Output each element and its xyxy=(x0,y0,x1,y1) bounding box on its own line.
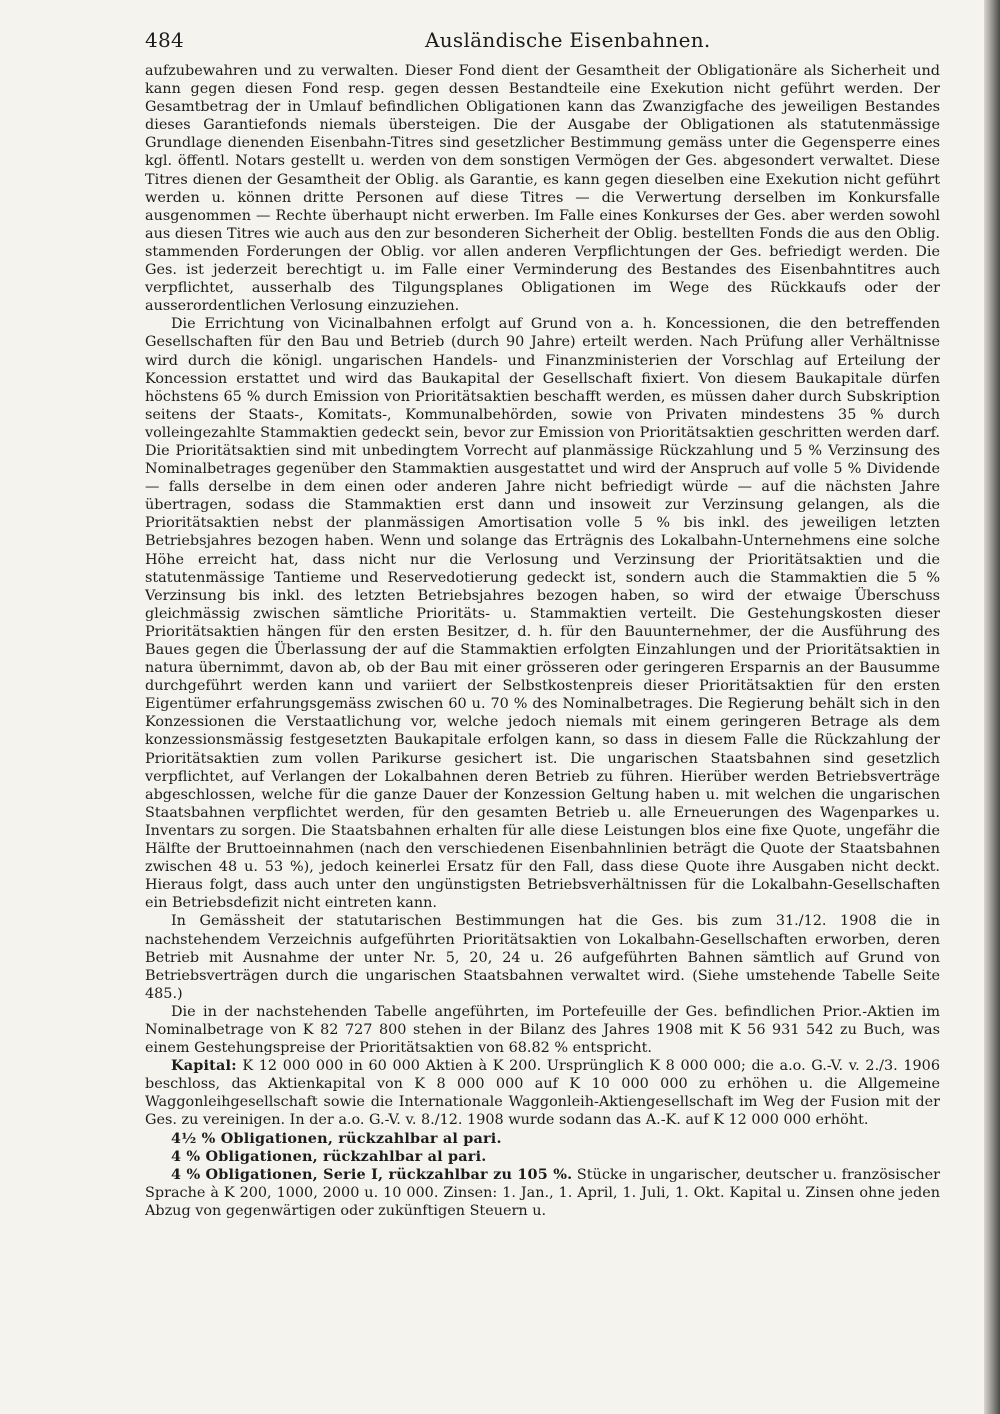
page-header xyxy=(145,20,935,60)
obligationen-label: 4½ % Obligationen, rückzahlbar al pari. xyxy=(171,1129,502,1147)
paragraph-portefeuille xyxy=(145,1003,940,1057)
paragraph-text: In Gemässheit der statutarischen Bestimmungen hat die Ges. bis zum 31./12. 1908 die in nachstehendem Verzeichnis aufgeführten Prioritätsaktien von Lokalbahn-Gesellschaften erworben, deren Betrieb mit Ausnahme der unter Nr. 5, 20, 24 u. 26 aufgeführten Bahnen sämtlich auf Grund von Betriebsverträgen durch die ungarischen Staatsbahnen verwaltet wird. (Siehe umstehende Tabelle Seite 485.) xyxy=(145,913,940,1002)
obligationen-serie-label: 4 % Obligationen, Serie I, rückzahlbar zu 105 %. xyxy=(171,1165,573,1183)
paragraph-text: Die in der nachstehenden Tabelle angeführten, im Portefeuille der Ges. befindlichen Prior.-Aktien im Nominalbetrage von K 82 727 800 stehen in der Bilanz des Jahres 1908 mit K 56 931 542 zu Buch, was einem Gestehungspreise der Prioritätsaktien von 68.82 % entspricht. xyxy=(145,1003,940,1057)
paragraph-text: aufzubewahren und zu verwalten. Dieser Fond dient der Gesamtheit der Obligationäre als Sicherheit und kann gegen diesen Fond resp. gegen dessen Bestandteile eine Exekution nicht geführt werden. Der Gesamtbetrag der in Umlauf befindlichen Obligationen kann das Zwanzigfache des jeweiligen Bestandes dieses Garantiefonds niemals übersteigen. Die der Ausgabe der Obligationen als statutenmässige Grundlage dienenden Eisenbahn-Titres sind gesetzlicher Bestimmung gemäss unter die Gegensperre eines kgl. öffentl. Notars gestellt u. werden von dem sonstigen Vermögen der Ges. abgesondert verwaltet. Diese Titres dienen der Gesamtheit der Oblig. als Garantie, es kann gegen dieselben eine Exekution nicht geführt werden u. können dritte Personen auf diese Titres — die Verwertung derselben im Konkursfalle ausgenommen — Rechte überhaupt nicht erwerben. Im Falle eines Konkurses der Ges. aber werden sowohl aus diesen Titres wie auch aus den zur besonderen Sicherheit der Oblig. bestellten Fonds die aus den Oblig. stammenden Forderungen der Oblig. vor allen anderen Verpflichtungen der Ges. befriedigt werden. Die Ges. ist jederzeit berechtigt u. im Falle einer Verminderung des Bestandes des Eisenbahntitres auch verpflichtet, ausserhalb des Tilgungsplanes Obligationen im Wege des Rückkaufs oder der ausserordentlichen Verlosung einzuziehen. xyxy=(145,63,940,315)
paragraph-kapital xyxy=(145,1057,940,1129)
page-number: 484 xyxy=(145,28,185,52)
kapital-label: Kapital: xyxy=(171,1057,237,1075)
paragraph-bestimmungen xyxy=(145,912,940,1002)
paragraph-obligationen-serie-1 xyxy=(145,1166,940,1220)
paragraph-garantiefonds xyxy=(145,62,940,315)
paragraph-vicinalbahnen xyxy=(145,315,940,912)
page-edge-shadow xyxy=(984,0,1000,1414)
obligationen-label: 4 % Obligationen, rückzahlbar al pari. xyxy=(171,1147,487,1165)
paragraph-text: Stücke in ungarischer, deutscher u. französischer Sprache à K 200, 1000, 2000 u. 10 000. Zinsen: 1. Jan., 1. April, 1. Juli, 1. Okt. Kapital u. Zinsen ohne jeden Abzug von gegenwärtigen oder zukünftigen Steuern u. xyxy=(145,1166,941,1219)
heading-obligationen-4-5 xyxy=(145,1130,940,1148)
heading-obligationen-4 xyxy=(145,1148,940,1166)
body-text xyxy=(145,62,940,1220)
paragraph-text: K 12 000 000 in 60 000 Aktien à K 200. Ursprünglich K 8 000 000; die a.o. G.-V. v. 2./3. 1906 beschloss, das Aktienkapital von K 8 000 000 auf K 10 000 000 zu erhöhen u. die Allgemeine Waggonleihgesellschaft sowie die Internationale Waggonleih-Aktiengesellschaft im Weg der Fusion mit der Ges. zu vereinigen. In der a.o. G.-V. v. 8./12. 1908 wurde sodann das A.-K. auf K 12 000 000 erhöht. xyxy=(145,1058,940,1129)
running-title: Ausländische Eisenbahnen. xyxy=(425,28,711,52)
paragraph-text: Die Errichtung von Vicinalbahnen erfolgt auf Grund von a. h. Koncessionen, die den betreffenden Gesellschaften für den Bau und Betrieb (durch 90 Jahre) erteilt werden. Nach Prüfung aller Verhältnisse wird durch die königl. ungarischen Handels- und Finanzministerien der Vorschlag auf Erteilung der Koncession erstattet und wird das Baukapital der Gesellschaft fixiert. Von diesem Baukapitale dürfen höchstens 65 % durch Emission von Prioritätsaktien beschafft werden, es müssen daher durch Subskription seitens der Staats-, Komitats-, Kommunalbehörden, sowie von Privaten mindestens 35 % durch volleingezahlte Stammaktien gedeckt sein, bevor zur Emission von Prioritätsaktien geschritten werden darf. Die Prioritätsaktien sind mit unbedingtem Vorrecht auf planmässige Rückzahlung und 5 % Verzinsung des Nominalbetrages gegenüber den Stammaktien ausgestattet und wird der Anspruch auf volle 5 % Dividende — falls derselbe in dem einen oder anderen Jahre nicht befriedigt würde — auf die nächsten Jahre übertragen, sodass die Stammaktien erst dann und insoweit zur Verzinsung gelangen, als die Prioritätsaktien nebst der planmässigen Amortisation volle 5 % bis inkl. des jeweiligen letzten Betriebsjahres bezogen haben. Wenn und solange das Erträgnis des Lokalbahn-Unternehmens eine solche Höhe erreicht hat, dass nicht nur die Verlosung und Verzinsung der Prioritätsaktien und die statutenmässige Tantieme und Reservedotierung gedeckt ist, sondern auch die Stammaktien die 5 % Verzinsung bis inkl. des letzten Betriebsjahres bezogen haben, so wird der etwaige Überschuss gleichmässig zwischen sämtliche Prioritäts- u. Stammaktien verteilt. Die Gestehungskosten dieser Prioritätsaktien hängen für den ersten Besitzer, d. h. für den Bauunternehmer, der die Ausführung des Baues gegen die Überlassung der auf die Stammaktien erfolgten Einzahlungen und der Prioritätsaktien in natura übernimmt, davon ab, ob der Bau mit einer grösseren oder geringeren Ersparnis an der Bausumme durchgeführt werden kann und variiert der Selbstkostenpreis dieser Prioritätsaktien für den ersten Eigentümer erfahrungsgemäss zwischen 60 u. 70 % des Nominalbetrages. Die Regierung behält sich in den Konzessionen die Verstaatlichung vor, welche jedoch niemals mit einem geringeren Betrage als dem konzessionsmässig festgesetzten Baukapitale erfolgen kann, so dass in diesem Falle die Rückzahlung der Prioritätsaktien zum vollen Parikurse gesichert ist. Die ungarischen Staatsbahnen sind gesetzlich verpflichtet, auf Verlangen der Lokalbahnen deren Betrieb zu führen. Hierüber werden Betriebsverträge abgeschlossen, welche für die ganze Dauer der Konzession Geltung haben u. mit welchen die ungarischen Staatsbahnen verpflichtet werden, für den gesamten Betrieb u. alle Erneuerungen des Wagenparkes u. Inventars zu sorgen. Die Staatsbahnen erhalten für alle diese Leistungen blos eine fixe Quote, ungefähr die Hälfte der Bruttoeinnahmen (nach den verschiedenen Eisenbahnlinien beträgt die Quote der Staatsbahnen zwischen 48 u. 53 %), jedoch keinerlei Ersatz für den Fall, dass diese Quote ihre Ausgaben nicht deckt. Hieraus folgt, dass auch unter den ungünstigsten Betriebsverhältnissen für die Lokalbahn-Gesellschaften ein Betriebsdefizit nicht eintreten kann. xyxy=(145,316,940,912)
